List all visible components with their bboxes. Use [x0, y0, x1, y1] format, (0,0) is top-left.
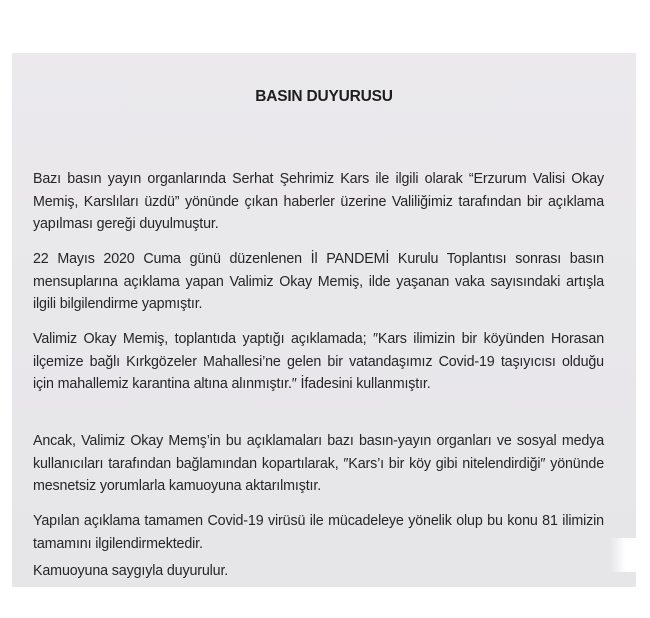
document-title: BASIN DUYURUSU — [255, 88, 393, 105]
paragraph-3: Valimiz Okay Memiş, toplantıda yaptığı açıklamada; ″Kars ilimizin bir köyünden Horasan ilçemize bağlı Kırkgözeler Mahallesi’ne gelen bir vatandaşımız Covid-19 taşıyıcısı olduğu için mahallemiz karantina altına alınmıştır.″ İfadesini kullanmıştır. — [33, 331, 604, 393]
closing-line: Kamuoyuna saygıyla duyurulur. — [33, 563, 229, 580]
paragraph-1: Bazı basın yayın organlarında Serhat Şehrimiz Kars ile ilgili olarak “Erzurum Valisi Okay Memiş, Karslıları üzdü” yönünde çıkan haberler üzerine Valiliğimiz tarafından bir açıklama yapılması gereği duyulmuştur. — [33, 171, 604, 233]
paragraph-5: Yapılan açıklama tamamen Covid-19 virüsü ile mücadeleye yönelik olup bu konu 81 ilimizin tamamını ilgilendirmektedir. — [33, 513, 604, 552]
paragraph-2: 22 Mayıs 2020 Cuma günü düzenlenen İl PANDEMİ Kurulu Toplantısı sonrası basın mensuplarına açıklama yapan Valimiz Okay Memiş, ilde yaşanan vaka sayısındaki artışla ilgili bilgilendirme yapmıştır. — [33, 251, 604, 313]
press-release-paper — [12, 53, 636, 587]
paragraph-4: Ancak, Valimiz Okay Memş’in bu açıklamaları bazı basın-yayın organları ve sosyal medya kullanıcıları tarafından bağlamından kopartılarak, ″Kars’ı bir köy gibi nitelendirdiği″ yönünde mesnetsiz yorumlarla kamuoyuna aktarılmıştır. — [33, 433, 604, 495]
paper-edge-notch — [610, 538, 636, 572]
